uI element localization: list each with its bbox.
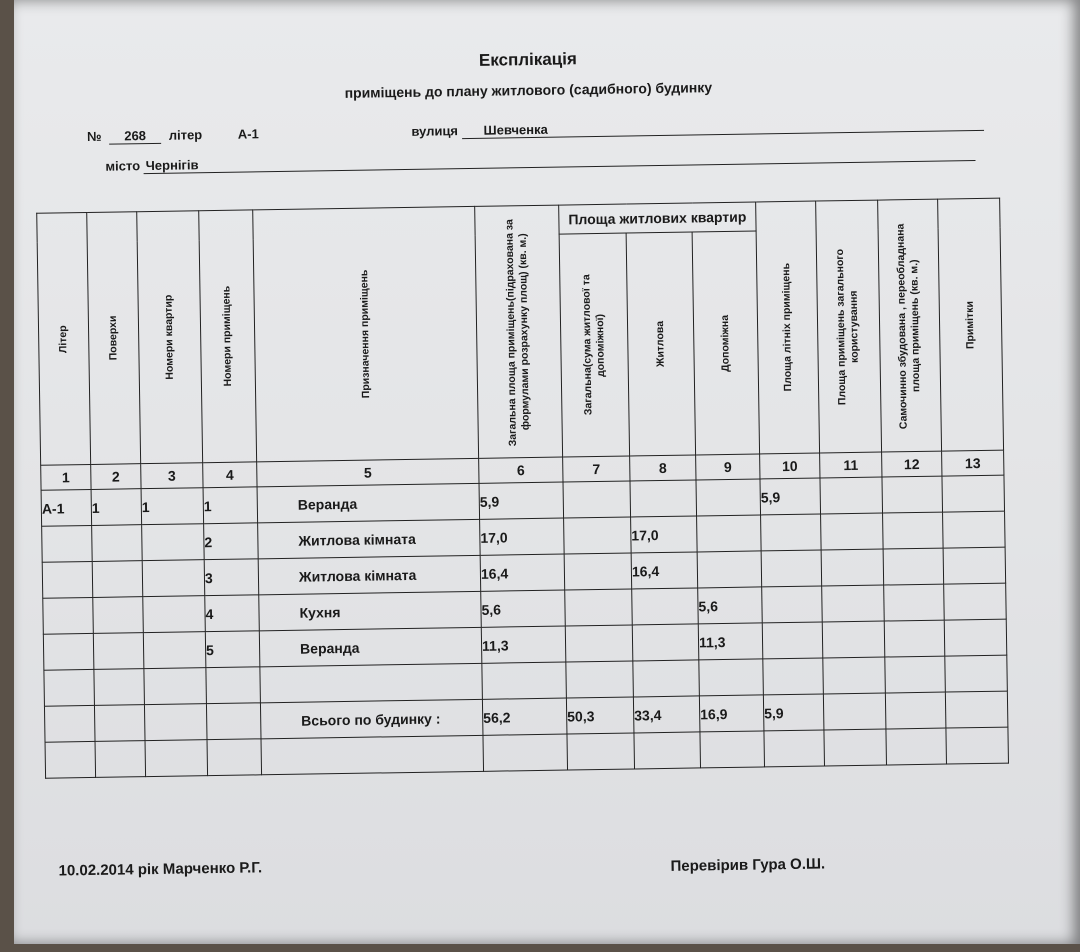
table-cell — [761, 550, 822, 587]
table-cell — [883, 512, 944, 549]
table-cell: 5,6 — [481, 590, 566, 627]
table-cell — [946, 727, 1009, 764]
table-cell — [761, 514, 822, 551]
table-cell: 56,2 — [482, 698, 567, 735]
header-cell: Площа приміщень загального користування — [816, 200, 882, 453]
table-cell: 5,6 — [698, 587, 763, 624]
table-cell — [565, 625, 633, 662]
table-cell — [42, 525, 93, 562]
column-number-cell: 7 — [563, 456, 630, 482]
table-cell: 50,3 — [566, 697, 634, 734]
column-number-cell: 11 — [820, 452, 882, 478]
number-value: 268 — [109, 128, 161, 145]
header-cell: Номери квартир — [137, 211, 203, 464]
table-cell — [563, 481, 631, 518]
table-cell — [145, 740, 208, 777]
header-cell: Номери приміщень — [199, 210, 257, 463]
city-value: Чернігів — [144, 145, 976, 174]
table-cell: Кухня — [259, 591, 482, 630]
table-cell — [93, 633, 144, 670]
table-cell: 33,4 — [633, 696, 700, 733]
table-cell — [43, 633, 94, 670]
header-cell: Поверхи — [87, 212, 141, 465]
table-cell: 17,0 — [480, 518, 565, 555]
table-cell — [699, 659, 764, 696]
table-cell — [632, 624, 699, 661]
address-line-2 — [105, 145, 1005, 175]
city-label: місто — [105, 158, 141, 174]
table-cell: Житлова кімната — [258, 555, 481, 594]
table-cell — [45, 741, 96, 778]
table-cell — [824, 729, 887, 766]
table-cell: 4 — [205, 595, 260, 632]
column-number-cell: 4 — [203, 462, 257, 488]
header-cell: Житлова — [626, 232, 695, 456]
table-cell — [942, 475, 1005, 512]
table-cell — [884, 620, 945, 657]
table-cell: 11,3 — [698, 623, 763, 660]
table-cell — [697, 515, 762, 552]
table-cell — [43, 597, 94, 634]
table-cell — [945, 655, 1008, 692]
table-cell — [566, 661, 634, 698]
table-cell — [93, 597, 144, 634]
table-cell — [206, 703, 261, 740]
table-cell — [944, 583, 1007, 620]
table-cell — [142, 560, 205, 597]
column-number-cell: 1 — [41, 464, 91, 490]
table-cell — [207, 739, 262, 776]
header-cell: Загальна(сума житлової та допоміжної) — [559, 233, 629, 457]
table-cell: 16,9 — [699, 695, 764, 732]
table-cell: 16,4 — [480, 554, 565, 591]
table-cell: 5 — [205, 631, 260, 668]
table-cell — [884, 584, 945, 621]
column-number-cell: 8 — [630, 455, 696, 481]
table-cell — [886, 728, 947, 765]
header-cell: Площа літніх приміщень — [756, 201, 820, 454]
footer-author: 10.02.2014 рік Марченко Р.Г. — [58, 859, 263, 880]
column-number-cell: 6 — [479, 457, 563, 483]
column-number-cell: 10 — [760, 453, 820, 479]
header-cell: Допоміжна — [692, 231, 759, 455]
table-cell: 5,9 — [763, 694, 824, 731]
document-page — [14, 0, 1080, 944]
explication-document — [7, 0, 1080, 952]
table-cell — [762, 622, 823, 659]
table-cell — [144, 668, 207, 705]
table-cell — [44, 705, 95, 742]
table-cell: 3 — [204, 559, 259, 596]
street-label: вулиця — [411, 123, 459, 139]
group-header-cell: Площа житлових квартир — [559, 202, 756, 234]
table-cell — [143, 596, 206, 633]
header-cell: Примітки — [938, 198, 1004, 451]
table-cell — [92, 561, 143, 598]
table-cell — [634, 732, 701, 769]
header-cell: Призначення приміщень — [253, 206, 479, 461]
table-cell — [633, 660, 700, 697]
header-cell: Загальна площа приміщень(підрахована за формулами розрахунку площ) (кв. м.) — [475, 205, 563, 458]
column-number-cell: 12 — [882, 451, 942, 477]
table-cell — [885, 656, 946, 693]
table-cell — [762, 586, 823, 623]
table-cell: 1 — [203, 487, 258, 524]
table-cell — [44, 669, 95, 706]
table-cell — [567, 733, 635, 770]
street-value: Шевченка — [461, 115, 983, 139]
table-cell — [823, 693, 886, 730]
table-cell — [763, 658, 824, 695]
table-cell — [943, 547, 1006, 584]
table-cell: 16,4 — [631, 552, 698, 589]
document-subtitle: приміщень до плану житлового (садибного) будинку — [344, 79, 713, 101]
table-cell — [94, 669, 145, 706]
column-number-cell: 3 — [141, 463, 203, 489]
document-title: Експлікація — [478, 49, 577, 70]
table-cell: 5,9 — [479, 482, 564, 519]
header-cell: Літер — [37, 212, 91, 465]
table-cell — [483, 734, 568, 771]
address-line-1 — [87, 115, 997, 145]
table-body — [41, 475, 1008, 778]
number-label: № — [86, 128, 102, 144]
table-cell — [95, 741, 146, 778]
column-number-cell: 5 — [257, 458, 479, 486]
table-cell: 5,9 — [760, 478, 821, 515]
explication-table — [36, 198, 1009, 779]
table-cell — [821, 549, 884, 586]
header-cell: Самочинно збудована , переобладнана площа приміщень (кв. м.) — [878, 199, 942, 452]
table-cell — [822, 621, 885, 658]
column-number-cell: 2 — [91, 464, 141, 490]
table-cell: Житлова кімната — [258, 519, 481, 558]
table-cell — [142, 524, 205, 561]
table-cell: 2 — [204, 523, 259, 560]
table-header-row — [37, 198, 1000, 242]
table-cell — [42, 561, 93, 598]
table-cell — [820, 477, 883, 514]
table-cell — [821, 513, 884, 550]
table-cell — [823, 657, 886, 694]
column-number-cell: 9 — [696, 454, 760, 480]
table-cell — [882, 476, 943, 513]
table-cell — [696, 479, 761, 516]
table-cell — [700, 731, 765, 768]
table-cell — [943, 511, 1006, 548]
table-cell: 1 — [141, 488, 204, 525]
table-cell — [944, 619, 1007, 656]
table-cell: 1 — [91, 489, 142, 526]
table-cell — [260, 663, 483, 702]
table-cell — [144, 704, 207, 741]
table-cell — [565, 589, 633, 626]
table-cell — [883, 548, 944, 585]
table-cell: 11,3 — [481, 626, 566, 663]
table-cell — [92, 525, 143, 562]
table-cell — [206, 667, 261, 704]
table-cell — [697, 551, 762, 588]
liter-value: А-1 — [237, 126, 259, 142]
table-cell — [822, 585, 885, 622]
column-number-cell: 13 — [942, 450, 1004, 476]
table-cell — [945, 691, 1008, 728]
table-cell — [261, 735, 484, 774]
table-cell — [482, 662, 567, 699]
table-cell — [564, 553, 632, 590]
table-cell — [630, 480, 697, 517]
table-cell: А-1 — [41, 489, 92, 526]
liter-label: літер — [168, 127, 203, 143]
table-cell — [94, 705, 145, 742]
table-cell: Всього по будинку : — [260, 699, 483, 738]
table-cell: Веранда — [259, 627, 482, 666]
footer-checked-by: Перевірив Гура О.Ш. — [670, 855, 826, 875]
table-cell — [885, 692, 946, 729]
table-cell — [564, 517, 632, 554]
table-cell — [764, 730, 825, 767]
table-cell: Веранда — [257, 483, 480, 522]
table-cell — [632, 588, 699, 625]
table-cell: 17,0 — [631, 516, 698, 553]
table-cell — [143, 632, 206, 669]
